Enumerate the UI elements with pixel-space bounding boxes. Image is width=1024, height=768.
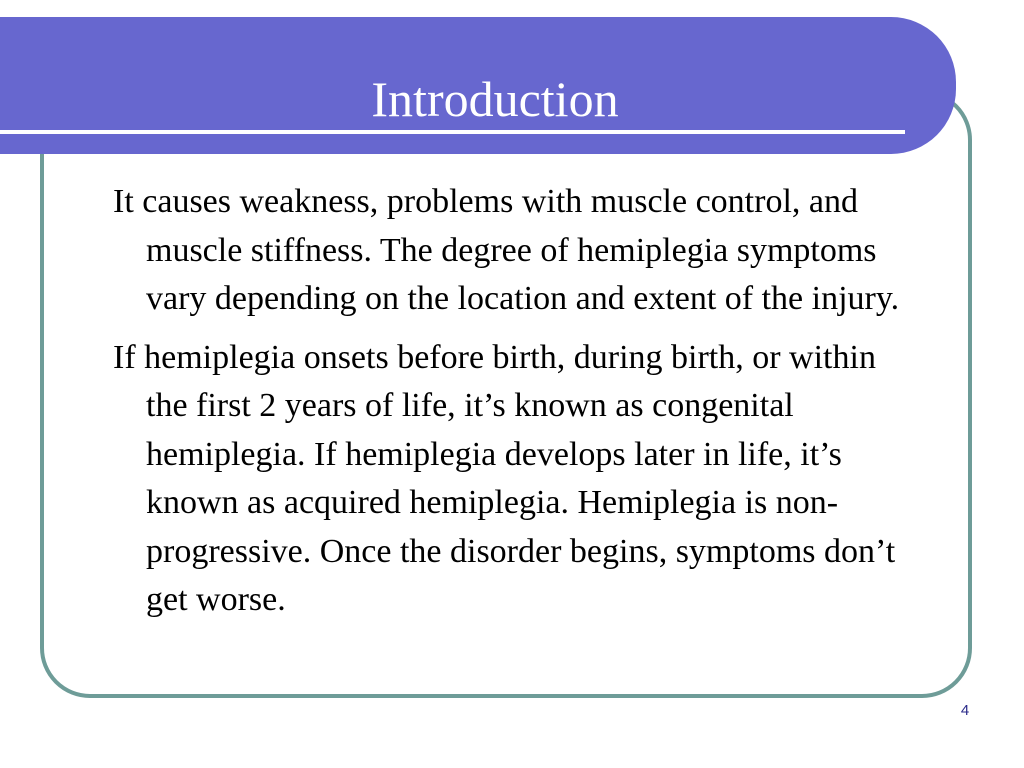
paragraph-2: If hemiplegia onsets before birth, during birth, or within the first 2 years of life, it’s known as congenital hemiplegia. If hemiplegia develops later in life, it’s known as acquired hemiplegia. Hemiplegia is non-progressive. Once the disorder begins, symptoms don’t get worse. xyxy=(113,338,896,618)
slide-body xyxy=(113,178,913,635)
page-number: 4 xyxy=(960,702,970,719)
title-underline xyxy=(0,130,905,134)
slide-title: Introduction xyxy=(371,71,619,127)
paragraph-1: It causes weakness, problems with muscle control, and muscle stiffness. The degree of hemiplegia symptoms vary depending on the location and extent of the injury. xyxy=(113,183,900,317)
